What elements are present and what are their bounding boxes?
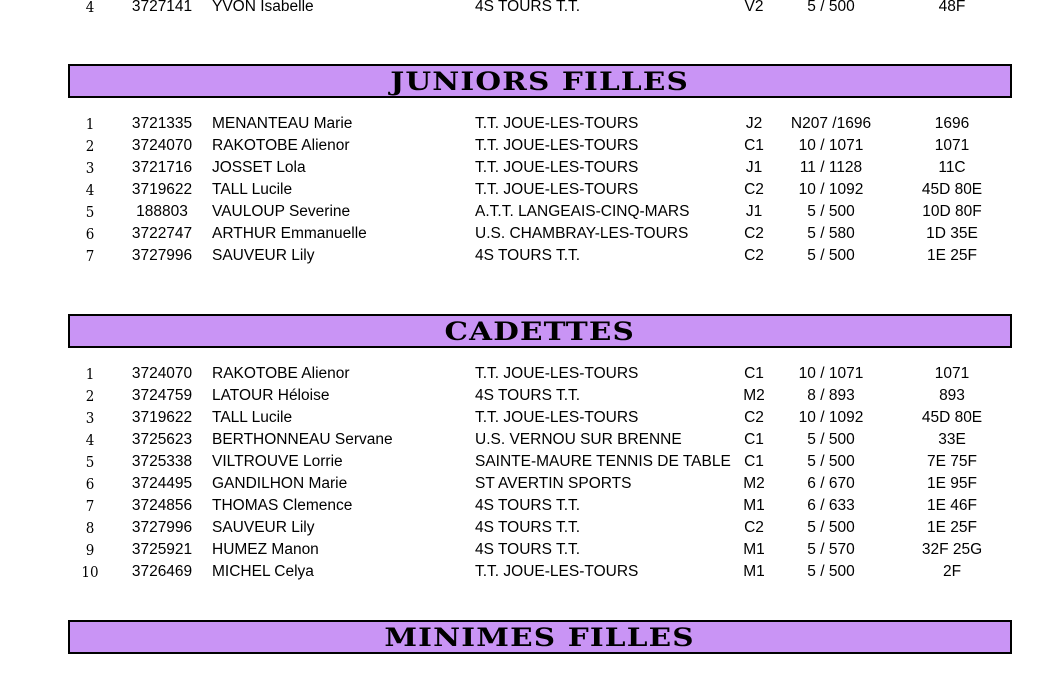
category-cell: J1 [745,159,763,176]
result-cell: 33E [938,431,966,448]
rank-cell: 5 [85,453,95,471]
points-cell: 10 / 1092 [798,409,864,426]
category-cell: C1 [744,365,764,382]
club-cell: 4S TOURS T.T. [475,387,581,404]
category-cell: C2 [744,409,764,426]
table-row [0,561,1058,583]
rank-cell: 5 [85,203,95,221]
licence-cell: 3724070 [131,365,193,382]
points-cell: 6 / 670 [807,475,855,492]
player-name-cell: MICHEL Celya [212,563,314,580]
result-cell: 7E 75F [927,453,977,470]
points-cell: 8 / 893 [807,387,855,404]
club-cell: T.T. JOUE-LES-TOURS [475,563,639,580]
category-cell: C2 [744,519,764,536]
result-cell: 893 [939,387,965,404]
category-cell: M1 [743,563,765,580]
category-cell: C2 [744,247,764,264]
player-name-cell: MENANTEAU Marie [212,115,353,132]
rank-cell: 6 [85,475,95,493]
rank-cell: 6 [85,225,95,243]
licence-cell: 3727996 [131,247,193,264]
rank-cell: 3 [85,409,95,427]
rank-cell: 10 [81,563,99,581]
player-name-cell: THOMAS Clemence [212,497,353,514]
player-name-cell: JOSSET Lola [212,159,306,176]
result-cell: 48F [938,0,966,15]
points-cell: 5 / 570 [807,541,855,558]
points-cell: 5 / 500 [807,519,855,536]
licence-cell: 3725921 [131,541,193,558]
licence-cell: 3721335 [131,115,193,132]
licence-cell: 3719622 [131,181,193,198]
rank-cell: 4 [85,431,95,449]
section-header-juniors-filles [68,64,1012,98]
table-row [0,539,1058,561]
category-cell: M2 [743,475,765,492]
category-cell: C1 [744,453,764,470]
club-cell: SAINTE-MAURE TENNIS DE TABLE [475,453,731,470]
club-cell: T.T. JOUE-LES-TOURS [475,181,639,198]
table-row [0,245,1058,267]
category-cell: C1 [744,137,764,154]
result-cell: 1E 25F [927,519,977,536]
player-name-cell: ARTHUR Emmanuelle [212,225,367,242]
section-title: JUNIORS FILLES [390,67,690,96]
table-row [0,135,1058,157]
section-header-minimes-filles [68,620,1012,654]
section-title: CADETTES [444,317,636,346]
club-cell: 4S TOURS T.T. [475,519,581,536]
player-name-cell: LATOUR Héloise [212,387,330,404]
result-cell: 2F [942,563,962,580]
result-cell: 45D 80E [921,409,983,426]
section-header-cadettes [68,314,1012,348]
points-cell: 5 / 500 [807,431,855,448]
result-cell: 32F 25G [921,541,983,558]
licence-cell: 3724495 [131,475,193,492]
points-cell: 10 / 1071 [798,137,864,154]
licence-cell: 3724070 [131,137,193,154]
points-cell: 6 / 633 [807,497,855,514]
rank-cell: 4 [85,0,95,16]
licence-cell: 3725623 [131,431,193,448]
table-row [0,517,1058,539]
table-row [0,473,1058,495]
result-cell: 45D 80E [921,181,983,198]
player-name-cell: TALL Lucile [212,181,293,198]
result-cell: 11C [938,159,966,176]
result-cell: 1696 [934,115,970,132]
category-cell: V2 [744,0,764,15]
rank-cell: 2 [85,387,95,405]
club-cell: 4S TOURS T.T. [475,497,581,514]
club-cell: T.T. JOUE-LES-TOURS [475,409,639,426]
licence-cell: 3725338 [131,453,193,470]
table-row [0,495,1058,517]
result-cell: 1E 25F [927,247,977,264]
category-cell: J1 [745,203,763,220]
club-cell: T.T. JOUE-LES-TOURS [475,115,639,132]
club-cell: T.T. JOUE-LES-TOURS [475,365,639,382]
club-cell: T.T. JOUE-LES-TOURS [475,137,639,154]
licence-cell: 3727141 [131,0,193,15]
points-cell: 5 / 500 [807,203,855,220]
points-cell: 10 / 1071 [798,365,864,382]
category-cell: M2 [743,387,765,404]
points-cell: 5 / 580 [807,225,855,242]
table-row [0,179,1058,201]
table-row [0,451,1058,473]
category-cell: M1 [743,497,765,514]
rank-cell: 8 [85,519,95,537]
rank-cell: 7 [85,497,95,515]
table-row [0,223,1058,245]
points-cell: N207 /1696 [790,115,872,132]
licence-cell: 3726469 [131,563,193,580]
rank-cell: 3 [85,159,95,177]
player-name-cell: HUMEZ Manon [212,541,319,558]
points-cell: 5 / 500 [807,247,855,264]
points-cell: 10 / 1092 [798,181,864,198]
player-name-cell: YVON Isabelle [212,0,314,15]
club-cell: 4S TOURS T.T. [475,0,581,15]
category-cell: C1 [744,431,764,448]
table-row [0,385,1058,407]
player-name-cell: TALL Lucile [212,409,293,426]
points-cell: 5 / 500 [807,0,855,15]
player-name-cell: SAUVEUR Lily [212,247,315,264]
table-row [0,363,1058,385]
licence-cell: 188803 [136,203,188,220]
player-name-cell: BERTHONNEAU Servane [212,431,393,448]
club-cell: A.T.T. LANGEAIS-CINQ-MARS [475,203,690,220]
result-cell: 1071 [934,365,970,382]
licence-cell: 3727996 [131,519,193,536]
player-name-cell: RAKOTOBE Alienor [212,365,350,382]
result-cell: 1071 [934,137,970,154]
licence-cell: 3719622 [131,409,193,426]
licence-cell: 3722747 [131,225,193,242]
table-row [0,157,1058,179]
club-cell: U.S. VERNOU SUR BRENNE [475,431,682,448]
player-name-cell: GANDILHON Marie [212,475,348,492]
club-cell: U.S. CHAMBRAY-LES-TOURS [475,225,689,242]
table-row [0,429,1058,451]
club-cell: 4S TOURS T.T. [475,541,581,558]
club-cell: T.T. JOUE-LES-TOURS [475,159,639,176]
result-cell: 10D 80F [922,203,982,220]
category-cell: C2 [744,225,764,242]
rank-cell: 1 [85,115,95,133]
section-title: MINIMES FILLES [384,623,696,652]
player-name-cell: VILTROUVE Lorrie [212,453,343,470]
category-cell: J2 [745,115,763,132]
licence-cell: 3724759 [131,387,193,404]
licence-cell: 3721716 [131,159,193,176]
rank-cell: 2 [85,137,95,155]
club-cell: 4S TOURS T.T. [475,247,581,264]
rank-cell: 1 [85,365,95,383]
club-cell: ST AVERTIN SPORTS [475,475,632,492]
table-row [0,113,1058,135]
table-row [0,407,1058,429]
result-cell: 1D 35E [926,225,978,242]
table-row [0,0,1058,18]
points-cell: 11 / 1128 [799,159,863,176]
rank-cell: 4 [85,181,95,199]
result-cell: 1E 95F [927,475,977,492]
points-cell: 5 / 500 [807,453,855,470]
rank-cell: 7 [85,247,95,265]
category-cell: C2 [744,181,764,198]
licence-cell: 3724856 [131,497,193,514]
player-name-cell: RAKOTOBE Alienor [212,137,350,154]
player-name-cell: VAULOUP Severine [212,203,351,220]
player-name-cell: SAUVEUR Lily [212,519,315,536]
category-cell: M1 [743,541,765,558]
points-cell: 5 / 500 [807,563,855,580]
rank-cell: 9 [85,541,95,559]
table-row [0,201,1058,223]
result-cell: 1E 46F [927,497,977,514]
